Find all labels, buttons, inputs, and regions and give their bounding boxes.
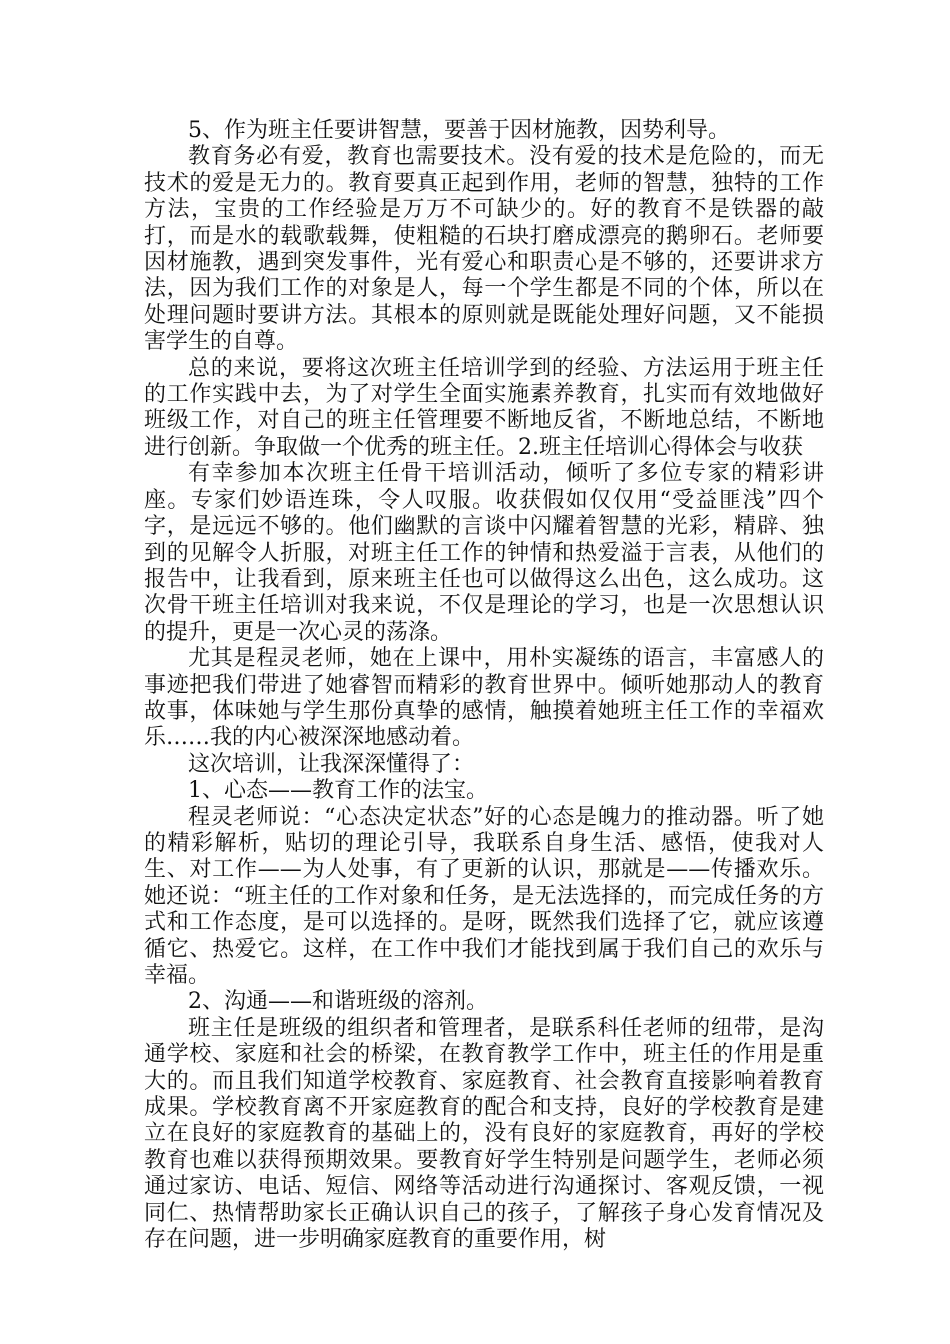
paragraph-summary: 总的来说，要将这次班主任培训学到的经验、方法运用于班主任的工作实践中去，为了对学生全面实施素养教育，扎实而有效地做好班级工作，对自己的班主任管理要不断地反省，不断地总结，不断地进行创新。争取做一个优秀的班主任。2.班主任培训心得体会与收获 bbox=[144, 355, 824, 460]
document-page bbox=[144, 118, 824, 1253]
paragraph-education-love-technique: 教育务必有爱，教育也需要技术。没有爱的技术是危险的，而无技术的爱是无力的。教育要真正起到作用，老师的智慧，独特的工作方法，宝贵的工作经验是万万不可缺少的。好的教育不是铁器的敲打，而是水的载歌载舞，使粗糙的石块打磨成漂亮的鹅卵石。老师要因材施教，遇到突发事件，光有爱心和职责心是不够的，还要讲求方法，因为我们工作的对象是人，每一个学生都是不同的个体，所以在处理问题时要讲方法。其根本的原则就是既能处理好问题，又不能损害学生的自尊。 bbox=[144, 144, 824, 355]
paragraph-point-2-heading: 2、沟通——和谐班级的溶剂。 bbox=[188, 989, 488, 1015]
paragraph-teacher-cheng-ling: 尤其是程灵老师，她在上课中，用朴实凝练的语言，丰富感人的事迹把我们带进了她睿智而精彩的教育世界中。倾听她那动人的教育故事，体味她与学生那份真挚的感情，触摸着她班主任工作的幸福欢乐……我的内心被深深地感动着。 bbox=[144, 646, 824, 751]
paragraph-point-5-heading: 5、作为班主任要讲智慧，要善于因材施教，因势利导。 bbox=[188, 118, 730, 143]
paragraph-mindset: 程灵老师说：“心态决定状态”好的心态是魄力的推动器。听了她的精彩解析，贴切的理论引导，我联系自身生活、感悟，使我对人生、对工作——为人处事，有了更新的认识，那就是——传播欢乐。她还说：“班主任的工作对象和任务，是无法选择的，而完成任务的方式和工作态度，是可以选择的。是呀，既然我们选择了它，就应该遵循它、热爱它。这样，在工作中我们才能找到属于我们自己的欢乐与幸福。 bbox=[144, 804, 824, 988]
paragraph-point-1-heading: 1、心态——教育工作的法宝。 bbox=[188, 778, 488, 804]
paragraph-training-experience: 有幸参加本次班主任骨干培训活动，倾听了多位专家的精彩讲座。专家们妙语连珠，令人叹服。收获假如仅仅用“受益匪浅”四个字，是远远不够的。他们幽默的言谈中闪耀着智慧的光彩，精辟、独到的见解令人折服，对班主任工作的钟情和热爱溢于言表，从他们的报告中，让我看到，原来班主任也可以做得这么出色，这么成功。这次骨干班主任培训对我来说，不仅是理论的学习，也是一次思想认识的提升，更是一次心灵的荡涤。 bbox=[144, 461, 824, 645]
paragraph-communication: 班主任是班级的组织者和管理者，是联系科任老师的纽带，是沟通学校、家庭和社会的桥梁，在教育教学工作中，班主任的作用是重大的。而且我们知道学校教育、家庭教育、社会教育直接影响着教育成果。学校教育离不开家庭教育的配合和支持，良好的学校教育是建立在良好的家庭教育的基础上的，没有良好的家庭教育，再好的学校教育也难以获得预期效果。要教育好学生特别是问题学生，老师必须通过家访、电话、短信、网络等活动进行沟通探讨、客观反馈，一视同仁、热情帮助家长正确认识自己的孩子，了解孩子身心发育情况及存在问题，进一步明确家庭教育的重要作用，树 bbox=[144, 1015, 824, 1253]
paragraph-lessons-intro: 这次培训，让我深深懂得了： bbox=[188, 751, 475, 777]
